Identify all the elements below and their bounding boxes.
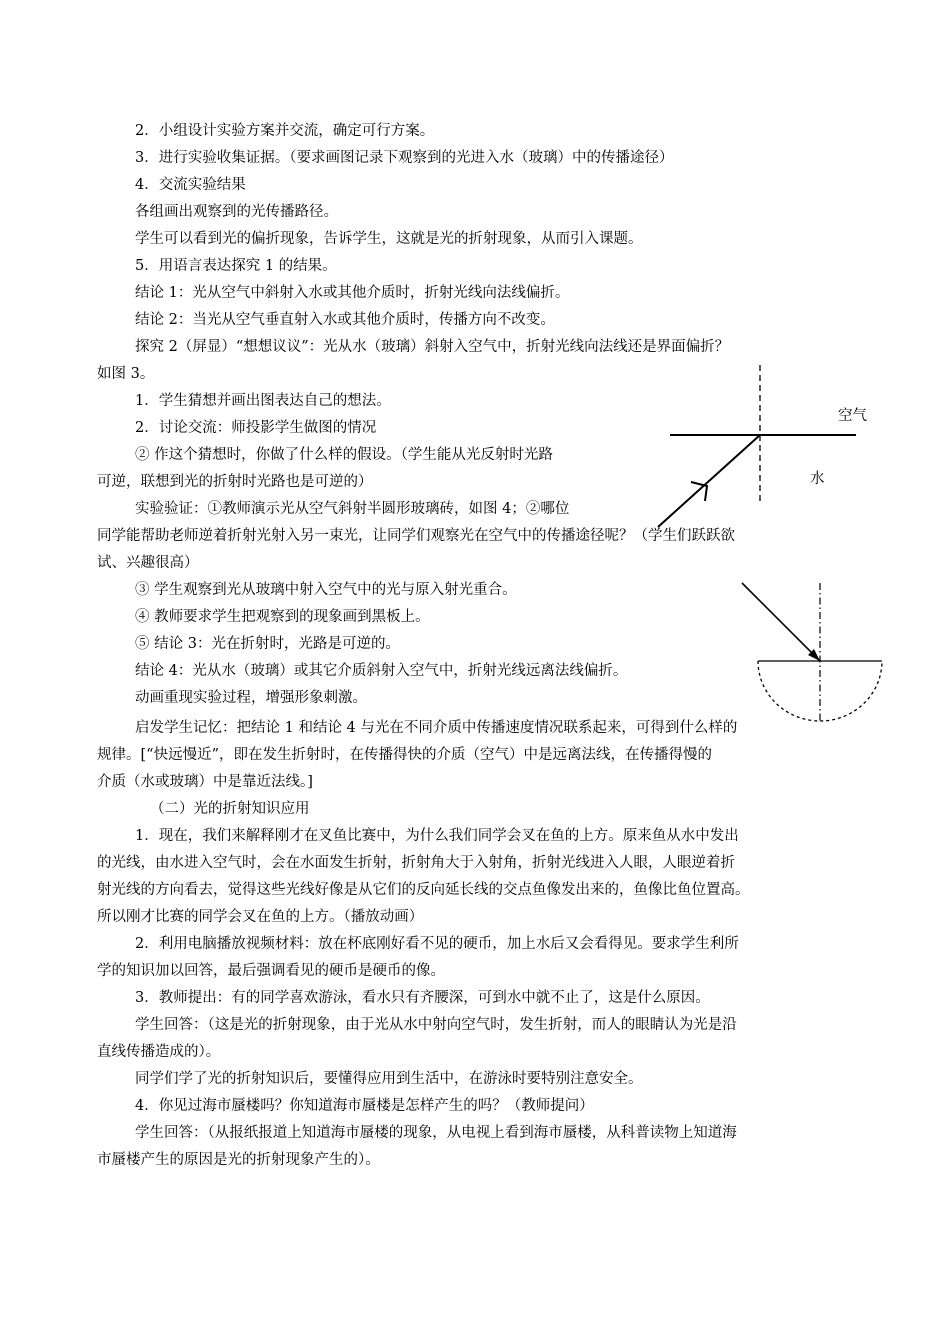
line-19: ④ 教师要求学生把观察到的现象画到黑板上。 [135,609,430,625]
line-8: 结论 2：当光从空气垂直射入水或其他介质时，传播方向不改变。 [135,312,555,328]
label-air: 空气 [838,408,867,424]
line-11: 1．学生猜想并画出图表达自己的想法。 [135,393,391,409]
line-34: 学生回答：（这是光的折射现象，由于光从水中射向空气时，发生折射，而人的眼睛认为光是沿 [135,1017,737,1033]
line-17: 试、兴趣很高） [97,555,199,571]
incident-ray [742,583,820,661]
line-29: 射光线的方向看去，觉得这些光线好像是从它们的反向延长线的交点鱼像发出来的，鱼像比鱼位置高。 [97,882,750,898]
light-ray [658,435,760,527]
line-13: ② 作这个猜想时，你做了什么样的假设。（学生能从光反射时光路 [135,447,553,463]
line-12: 2．讨论交流：师投影学生做图的情况 [135,420,377,436]
line-39: 市蜃楼产生的原因是光的折射现象产生的）。 [97,1152,380,1168]
line-37: 4．你见过海市蜃楼吗？你知道海市蜃楼是怎样产生的吗？（教师提问） [135,1098,594,1114]
line-25: 介质（水或玻璃）中是靠近法线。] [97,774,313,790]
figure-3-refraction-diagram [650,360,870,535]
line-36: 同学们学了光的折射知识后，要懂得应用到生活中，在游泳时要特别注意安全。 [135,1071,643,1087]
line-9: 探究 2（屏显）“想想议议”：光从水（玻璃）斜射入空气中，折射光线向法线还是界面偏折？ [135,339,730,355]
line-28: 的光线，由水进入空气时，会在水面发生折射，折射角大于入射角，折射光线进入人眼，人眼逆着折 [97,855,735,871]
line-5: 学生可以看到光的偏折现象，告诉学生，这就是光的折射现象，从而引入课题。 [135,231,643,247]
line-32: 学的知识加以回答，最后强调看见的硬币是硬币的像。 [97,963,445,979]
line-4: 各组画出观察到的光传播路径。 [135,204,338,220]
line-15: 实验验证：①教师演示光从空气斜射半圆形玻璃砖，如图 4；②哪位 [135,501,570,517]
line-35: 直线传播造成的）。 [97,1044,221,1060]
line-18: ③ 学生观察到光从玻璃中射入空气中的光与原入射光重合。 [135,582,517,598]
label-water: 水 [810,471,825,487]
line-16: 同学能帮助老师逆着折射光射入另一束光，让同学们观察光在空气中的传播途径呢？（学生们跃跃欲 [97,528,735,544]
line-20: ⑤ 结论 3：光在折射时，光路是可逆的。 [135,636,400,652]
line-27: 1．现在，我们来解释刚才在叉鱼比赛中，为什么我们同学会叉在鱼的上方。原来鱼从水中发出 [135,828,739,844]
line-10: 如图 3。 [97,366,155,382]
line-22: 动画重现实验过程，增强形象刺激。 [135,690,367,706]
line-23: 启发学生记忆：把结论 1 和结论 4 与光在不同介质中传播速度情况联系起来，可得到什么样的 [135,720,738,736]
line-7: 结论 1：光从空气中斜射入水或其他介质时，折射光线向法线偏折。 [135,285,570,301]
line-1: 2．小组设计实验方案并交流，确定可行方案。 [135,123,435,139]
line-31: 2．利用电脑播放视频材料：放在杯底刚好看不见的硬币，加上水后又会看得见。要求学生利所 [135,936,739,952]
line-14: 可逆，联想到光的折射时光路也是可逆的） [97,474,373,490]
section-heading: （二）光的折射知识应用 [150,801,310,817]
line-21: 结论 4：光从水（玻璃）或其它介质斜射入空气中，折射光线远离法线偏折。 [135,663,628,679]
line-24: 规律。[“快远慢近”，即在发生折射时，在传播得快的介质（空气）中是远离法线，在传播得慢的 [97,747,712,763]
line-2: 3．进行实验收集证据。（要求画图记录下观察到的光进入水（玻璃）中的传播途径） [135,150,674,166]
figure-4-semicircle-glass-diagram [730,575,900,735]
line-6: 5．用语言表达探究 1 的结果。 [135,258,337,274]
ray-arrow-icon [691,482,707,501]
line-33: 3．教师提出：有的同学喜欢游泳，看水只有齐腰深，可到水中就不止了，这是什么原因。 [135,990,710,1006]
line-30: 所以刚才比赛的同学会叉在鱼的上方。（播放动画） [97,909,424,925]
line-38: 学生回答：（从报纸报道上知道海市蜃楼的现象，从电视上看到海市蜃楼，从科普读物上知道海 [135,1125,737,1141]
line-3: 4．交流实验结果 [135,177,246,193]
